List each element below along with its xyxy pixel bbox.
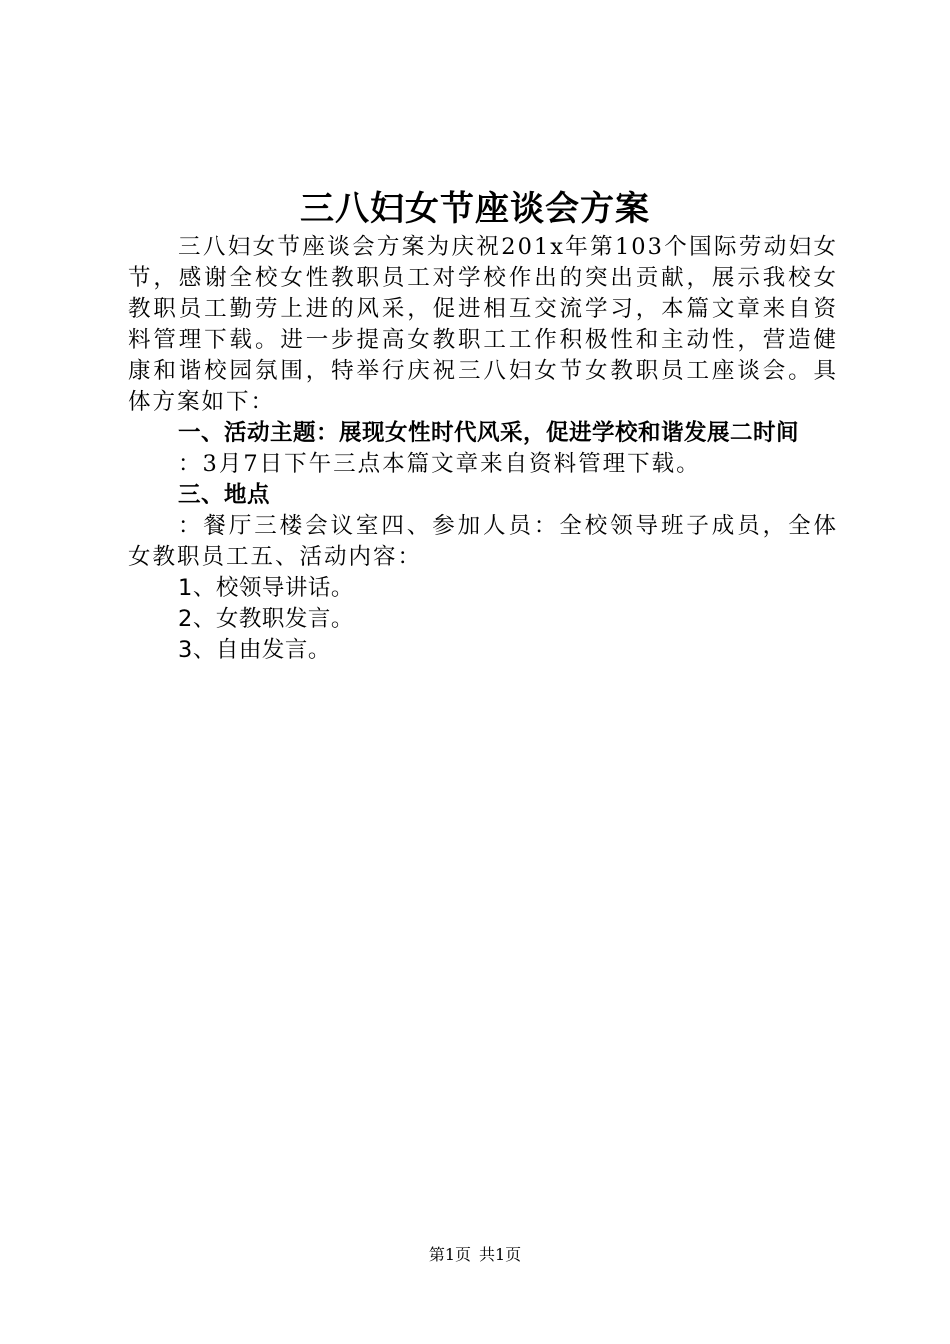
list-item: 3、自由发言。 (178, 637, 331, 663)
time-paragraph: ：3月7日下午三点本篇文章来自资料管理下载。 (178, 451, 701, 477)
intro-paragraph: 三八妇女节座谈会方案为庆祝201x年第103个国际劳动妇女节，感谢全校女性教职员工对学校作出的突出贡献，展示我校女教职员工勤劳上进的风采，促进相互交流学习，本篇文章来自资料管理下载。进一步提高女教职工工作积极性和主动性，营造健康和谐校园氛围，特举行庆祝三八妇女节女教职员工座谈会。具体方案如下： (128, 234, 838, 415)
location-paragraph: ：餐厅三楼会议室四、参加人员：全校领导班子成员，全体女教职员工五、活动内容： (128, 513, 838, 570)
document-body (128, 232, 838, 666)
document-title: 三八妇女节座谈会方案 (300, 189, 650, 229)
page-total: 共1页 (479, 1245, 522, 1264)
section-theme-heading: 一、活动主题：展现女性时代风采，促进学校和谐发展二时间 (178, 420, 800, 446)
list-item: 1、校领导讲话。 (178, 575, 354, 601)
section-location-heading: 三、地点 (178, 482, 271, 508)
page-number: 第1页 (428, 1245, 471, 1264)
list-item: 2、女教职发言。 (178, 606, 354, 632)
page-footer (0, 1243, 950, 1267)
